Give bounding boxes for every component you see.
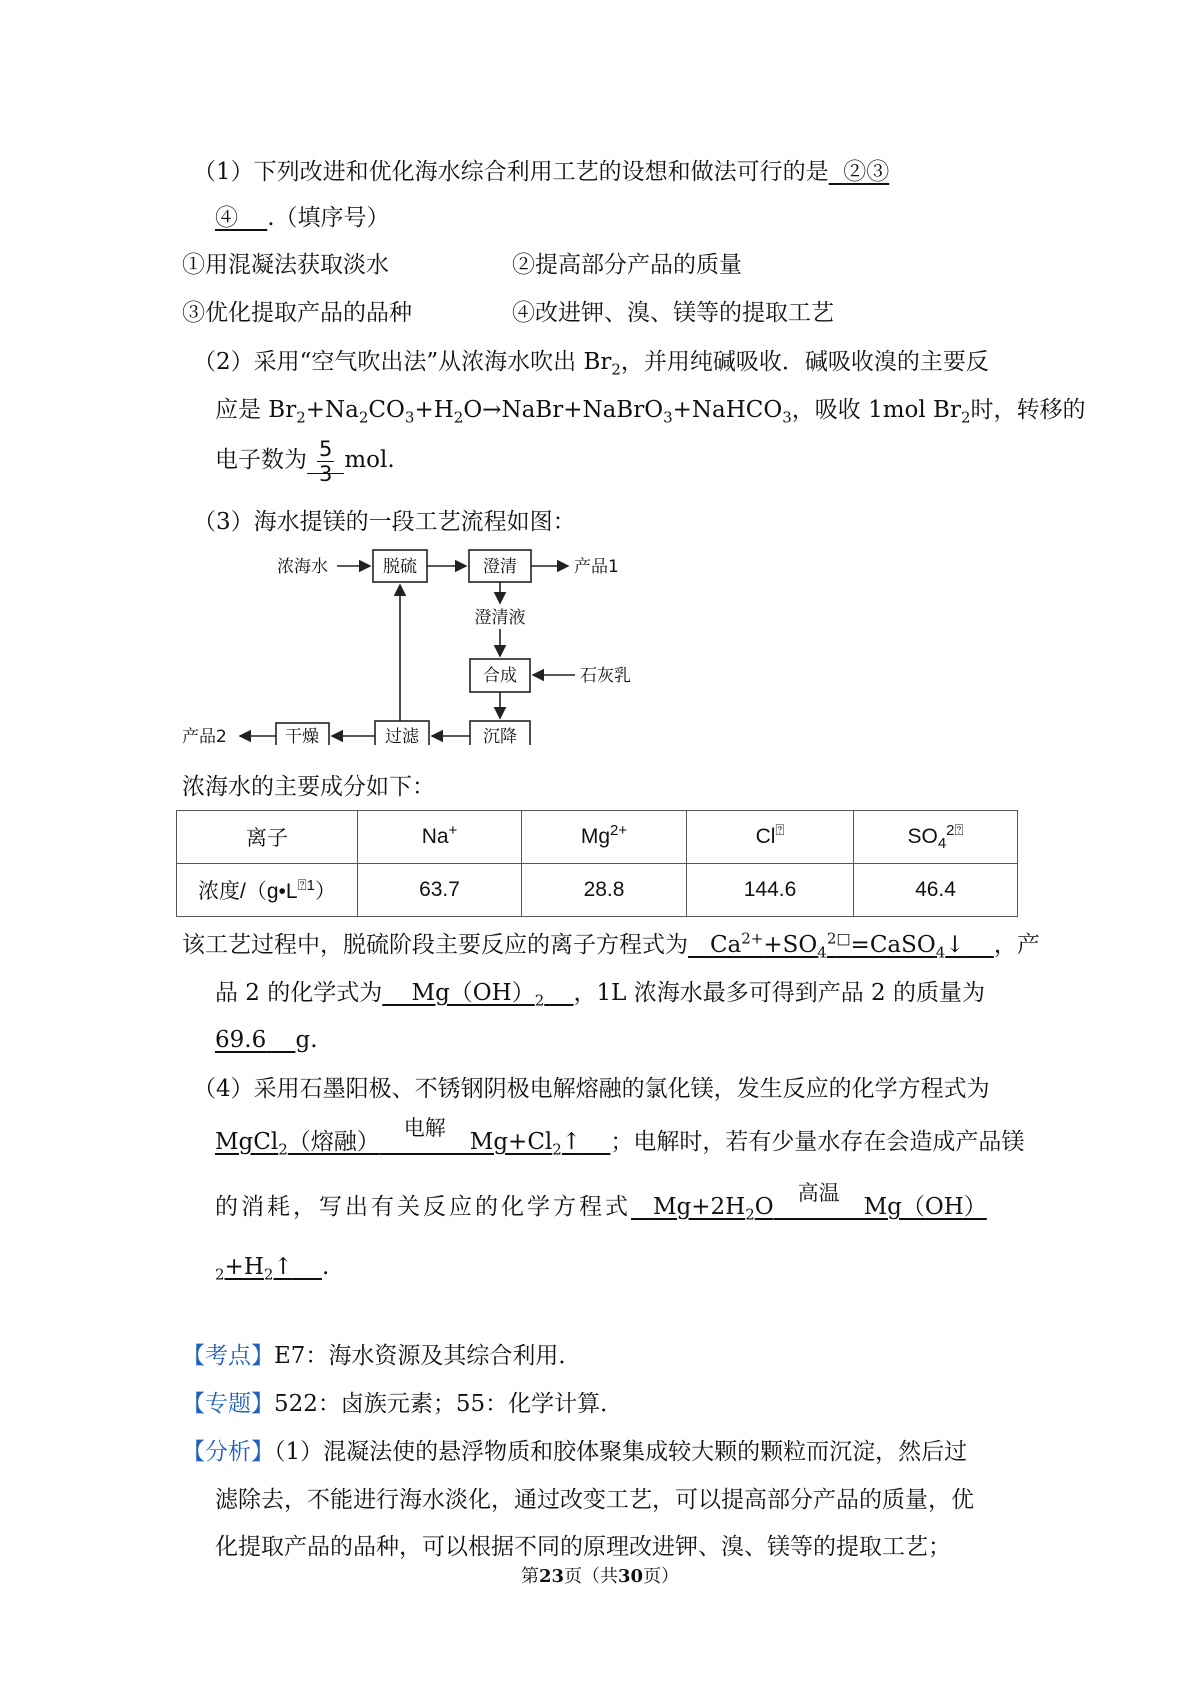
cell-sup: ⍰1 <box>297 877 315 894</box>
table-header-na <box>358 811 522 864</box>
q4-text: 的消耗，写出有关反应的化学方程式 <box>215 1194 631 1220</box>
eq-part: Ca <box>709 932 742 958</box>
q3-stem: （3）海水提镁的一段工艺流程如图： <box>193 509 576 535</box>
flow-label-clarify: 澄清 <box>483 557 517 577</box>
q2-eq-8: 时，转移的 <box>970 397 1086 423</box>
cell-text: ） <box>314 880 336 903</box>
q2-eq-sub: 3 <box>663 408 673 427</box>
flow-label-lime: 石灰乳 <box>580 666 631 686</box>
flow-label-product2: 产品2 <box>182 727 227 745</box>
flow-label-filter: 过滤 <box>385 727 419 745</box>
table-header-cl <box>687 811 854 864</box>
q4-line-4 <box>215 1252 329 1282</box>
kaodian-tag: 【考点】 <box>182 1343 274 1369</box>
q3-para-line-2 <box>215 978 985 1008</box>
table-header-so4 <box>854 811 1018 864</box>
q2-eq-sub: 3 <box>782 408 792 427</box>
footer-text: 页） <box>643 1566 680 1587</box>
cell-text: Na <box>421 825 449 848</box>
q3-formula-answer: $Mg(OH)_2$ <box>411 980 545 1010</box>
ion-table <box>176 810 1018 917</box>
eq-sub: 4 <box>935 943 946 962</box>
q4-line-2 <box>215 1116 1025 1159</box>
eq-sup: 2□ <box>826 929 851 948</box>
cell-text: Mg <box>580 825 611 848</box>
q1-tail: .（填序号） <box>267 205 390 231</box>
q1-option-4: ④改进钾、溴、镁等的提取工艺 <box>512 300 834 326</box>
reaction-condition: 电解 <box>380 1139 470 1157</box>
table-header-ion <box>177 811 358 864</box>
flow-diagram <box>180 545 660 745</box>
cell-sup: + <box>448 822 458 839</box>
note-kaodian <box>182 1341 581 1371</box>
q1-stem-line <box>193 157 889 187</box>
eq-sub: 4 <box>817 943 827 962</box>
eq-part: =CaSO <box>850 932 936 958</box>
zhuanti-text: 522：卤族元素；55：化学计算． <box>274 1391 624 1417</box>
page-total: 30 <box>618 1566 644 1587</box>
q2-eq-sub: 2 <box>358 408 369 427</box>
q2-eq-7: ，吸收 1mol Br <box>791 397 961 423</box>
note-fenxi-1 <box>182 1437 967 1467</box>
flow-label-synth: 合成 <box>483 666 517 686</box>
zhuanti-tag: 【专题】 <box>182 1391 274 1417</box>
q4-line-1: （4）采用石墨阳极、不锈钢阴极电解熔融的氯化镁，发生反应的化学方程式为 <box>193 1076 990 1102</box>
q2-answer <box>307 436 344 486</box>
q2-eq-5: O→NaBr+NaBrO <box>463 397 664 423</box>
q3-para-text: 品 2 的化学式为 <box>215 980 383 1006</box>
q3-para-text: ，产 <box>993 932 1040 958</box>
cell-sub: 4 <box>937 835 947 853</box>
q1-answer-b: ④ <box>215 205 238 231</box>
table-intro: 浓海水的主要成分如下： <box>182 774 435 800</box>
table-value-na: 63.7 <box>358 864 522 917</box>
q2-line-1 <box>193 347 989 377</box>
flow-label-clear-liquid: 澄清液 <box>474 608 526 628</box>
page-footer <box>0 1562 1200 1588</box>
table-header-mg <box>522 811 687 864</box>
fenxi-tag: 【分析】 <box>182 1439 274 1465</box>
q4-text: . <box>321 1254 330 1280</box>
q1-option-3: ③优化提取产品的品种 <box>182 300 412 326</box>
reaction-condition: 高温 <box>774 1204 864 1222</box>
q2-eq-6: +NaHCO <box>672 397 783 423</box>
q2-eq-sub: 2 <box>453 408 464 427</box>
cell-sup: ⍰ <box>775 822 785 839</box>
q3-para-text: g. <box>295 1027 318 1053</box>
flow-label-settle: 沉降 <box>483 727 517 745</box>
q1-stem: （1）下列改进和优化海水综合利用工艺的设想和做法可行的是 <box>193 159 829 185</box>
fraction-denominator: 3 <box>319 461 333 486</box>
footer-text: 第 <box>520 1566 539 1587</box>
cell-sup: 2+ <box>610 822 628 839</box>
table-value-so4: 46.4 <box>854 864 1018 917</box>
q4-equation-2: $Mg+2H_2O$ 高温 Mg（OH） <box>652 1181 987 1224</box>
note-zhuanti <box>182 1389 623 1419</box>
q1-answer-a: ②③ <box>843 159 890 185</box>
cell-text: Cl <box>755 825 776 848</box>
q4-text: ；电解时，若有少量水存在会造成产品镁 <box>610 1129 1025 1155</box>
q2-sub: 2 <box>611 360 621 379</box>
q4-line-3 <box>215 1181 987 1224</box>
eq-sup: 2+ <box>741 929 764 948</box>
q4-equation-2-end: $_2+H_2↑$ <box>215 1254 293 1284</box>
table-value-cl: 144.6 <box>687 864 854 917</box>
q4-equation-1: MgCl$_2$（熔融） 电解 $Mg+Cl_2↑$ <box>215 1116 582 1159</box>
q2-line-3 <box>215 432 395 488</box>
q1-option-2: ②提高部分产品的质量 <box>512 252 742 278</box>
footer-text: 页（共 <box>564 1566 618 1587</box>
q3-para-text: ，1L 浓海水最多可得到产品 2 的质量为 <box>573 980 985 1006</box>
q2-eq-2: +Na <box>305 397 359 423</box>
kaodian-text: E7：海水资源及其综合利用． <box>274 1343 582 1369</box>
q2-fraction <box>317 437 334 486</box>
q3-para-line-3 <box>215 1025 318 1055</box>
flow-label-input: 浓海水 <box>277 557 328 577</box>
q2-text-b: ，并用纯碱吸收．碱吸收溴的主要反 <box>620 349 989 375</box>
fraction-numerator: 5 <box>319 436 333 461</box>
q2-eq-4: +H <box>414 397 454 423</box>
q2-eq-sub: 2 <box>296 408 306 427</box>
fenxi-text: （1）混凝法使的悬浮物质和胶体聚集成较大颗的颗粒而沉淀，然后过 <box>274 1439 968 1465</box>
q2-eq-sub: 3 <box>404 408 415 427</box>
q2-eq-1: 应是 Br <box>215 397 297 423</box>
q3-para-line-1 <box>182 930 1040 960</box>
table-row <box>177 864 1018 917</box>
q3-para-text: 该工艺过程中，脱硫阶段主要反应的离子方程式为 <box>182 932 688 958</box>
q2-eq-3: CO <box>368 397 405 423</box>
cell-sup: 2⍰ <box>946 822 964 839</box>
q3-mass-answer: 69.6 <box>215 1027 267 1053</box>
q1-answer-line <box>215 203 390 233</box>
q2-eq-sub: 2 <box>960 408 971 427</box>
q2-l3-unit: mol. <box>344 447 395 473</box>
cell-text: 离子 <box>246 826 288 850</box>
flow-label-desulf: 脱硫 <box>383 557 417 577</box>
eq-part: +SO <box>763 932 818 958</box>
cell-text: 浓度/（g•L <box>198 880 298 903</box>
q2-line-2 <box>215 395 1086 425</box>
q2-l3-text: 电子数为 <box>215 447 307 473</box>
flow-label-product1: 产品1 <box>574 557 619 577</box>
page-number: 23 <box>538 1566 564 1587</box>
flow-label-dry: 干燥 <box>285 727 319 745</box>
eq-part: ↓ <box>945 932 965 958</box>
q3-ionic-equation-answer <box>688 929 994 962</box>
table-header-row <box>177 811 1018 864</box>
note-fenxi-2: 滤除去，不能进行海水淡化，通过改变工艺，可以提高部分产品的质量，优 <box>215 1487 974 1513</box>
note-fenxi-3: 化提取产品的品种，可以根据不同的原理改进钾、溴、镁等的提取工艺； <box>215 1534 951 1560</box>
cell-text: SO <box>907 825 938 848</box>
table-value-mg: 28.8 <box>522 864 687 917</box>
q1-option-1: ①用混凝法获取淡水 <box>182 252 389 278</box>
table-row-label <box>177 864 358 917</box>
q2-text-a: （2）采用“空气吹出法”从浓海水吹出 Br <box>193 349 612 375</box>
